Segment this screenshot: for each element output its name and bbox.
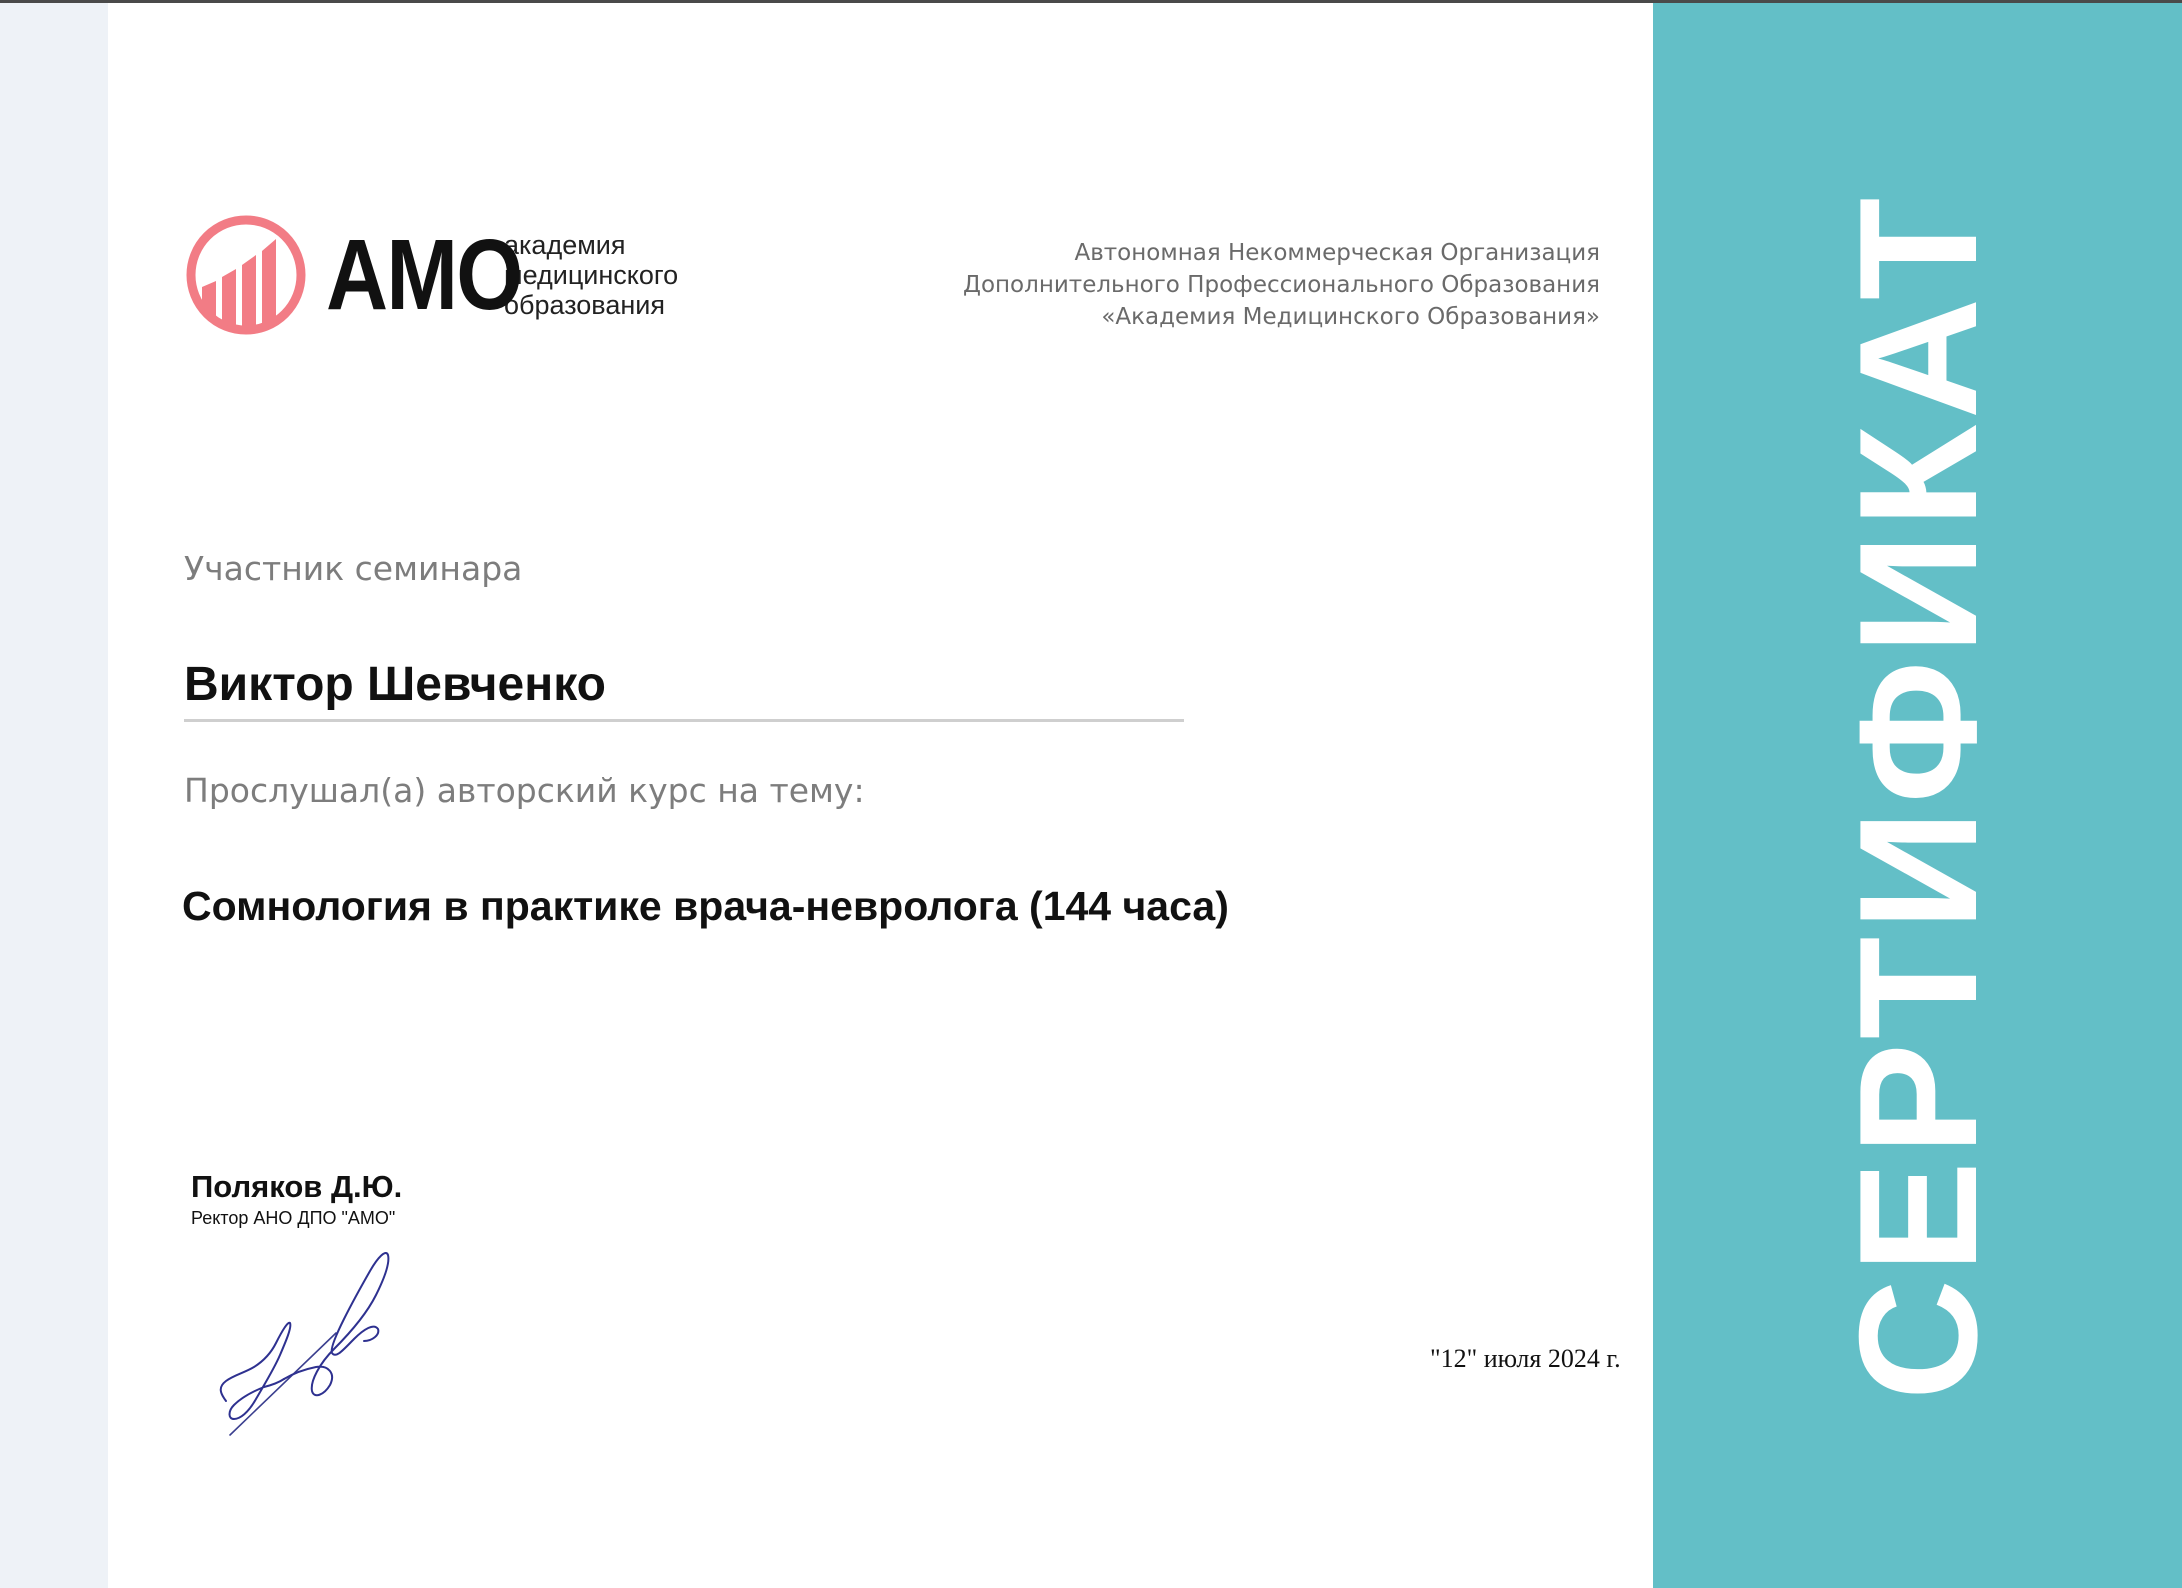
issue-date: "12" июля 2024 г. [1430, 1344, 1621, 1373]
side-band [1653, 3, 2182, 1588]
organization-line-1: Автономная Некоммерческая Организация [1074, 240, 1600, 266]
logo-line-2: медицинского [504, 260, 679, 290]
logo-bar-chart-icon [184, 213, 308, 337]
organization-line-2: Дополнительного Профессионального Образования [962, 272, 1600, 298]
recipient-name: Виктор Шевченко [184, 658, 606, 711]
logo-line-3: образования [504, 290, 665, 320]
course-intro: Прослушал(а) авторский курс на тему: [184, 771, 865, 810]
signature [218, 1223, 458, 1448]
certificate-page [108, 3, 2182, 1588]
organization-name [963, 237, 1600, 333]
course-title: Сомнология в практике врача-невролога (144 часа) [182, 883, 1229, 929]
recipient-underline [184, 719, 1184, 722]
signer-title: Ректор АНО ДПО "АМО" [191, 1208, 396, 1228]
signer-name: Поляков Д.Ю. [191, 1169, 403, 1204]
certificate-title: СЕРТИФИКАТ [1823, 191, 2012, 1400]
logo-full-name [504, 230, 678, 320]
logo-line-1: академия [504, 230, 626, 260]
logo [184, 210, 678, 340]
organization-line-3: «Академия Медицинского Образования» [1101, 304, 1600, 330]
role-label: Участник семинара [184, 549, 523, 588]
logo-abbreviation: АМО [326, 218, 522, 331]
